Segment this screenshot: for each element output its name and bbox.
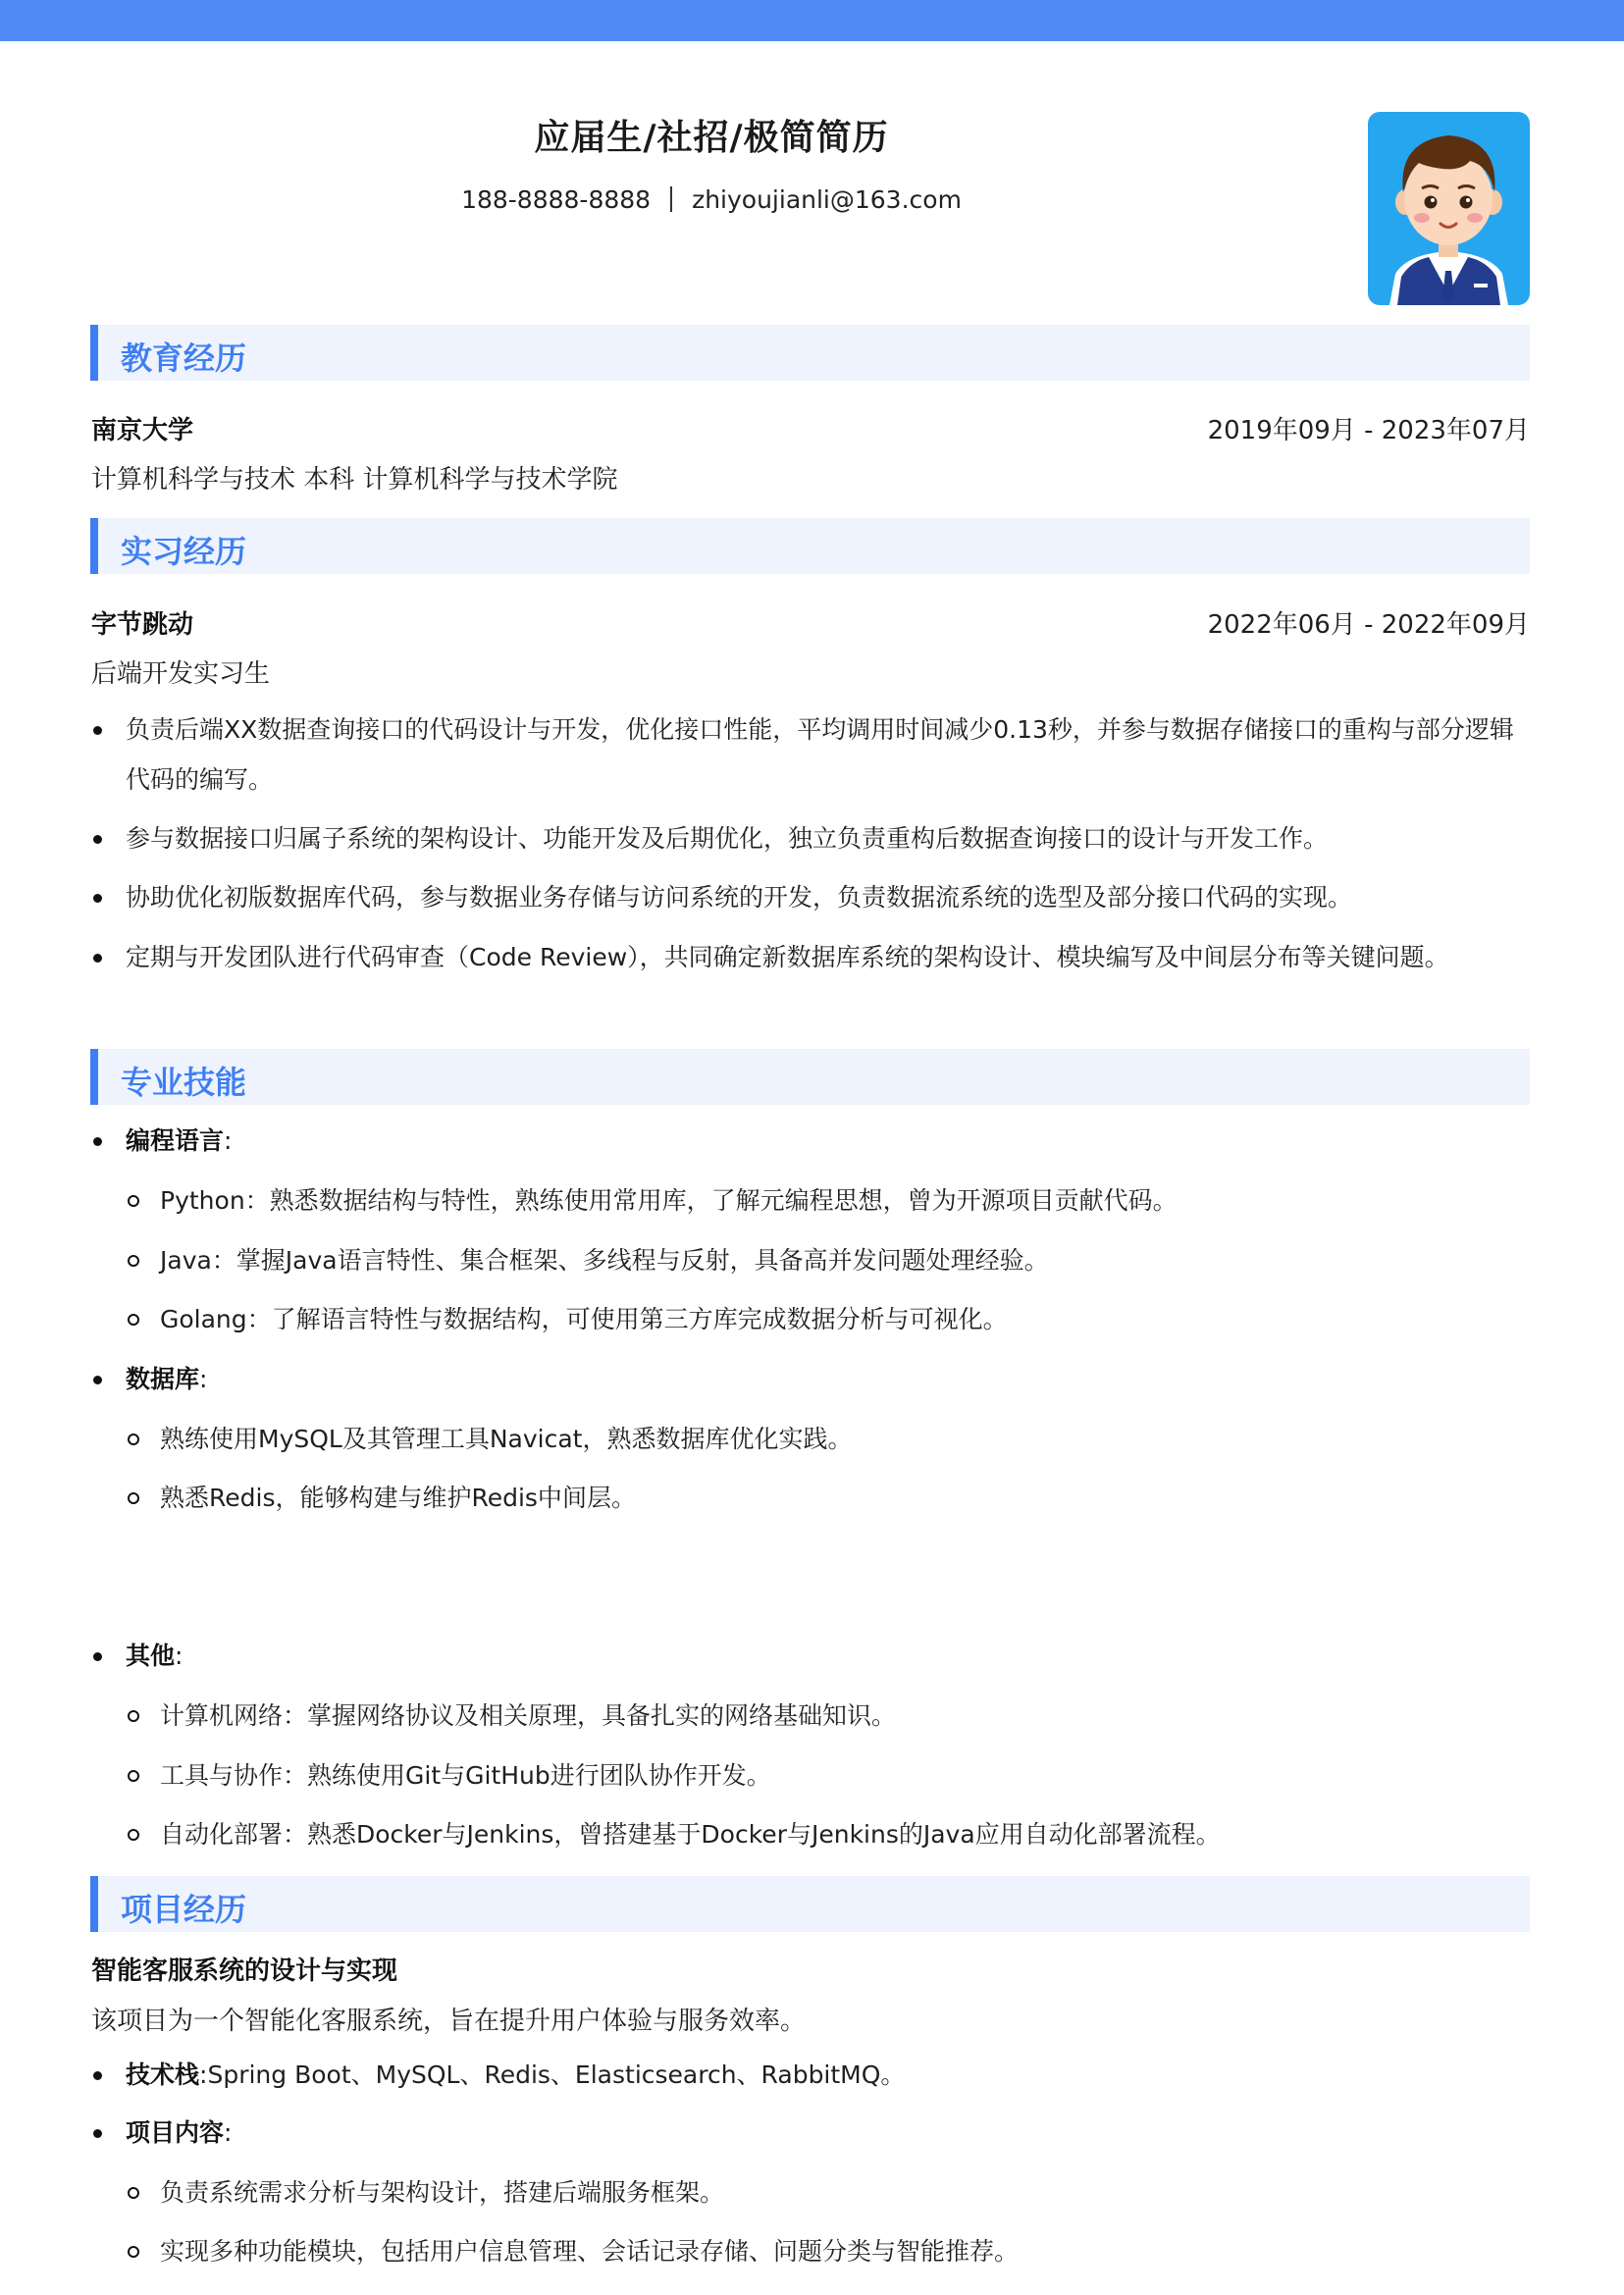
skill-group: 其他: xyxy=(91,1631,1524,1681)
avatar-illustration xyxy=(1368,112,1530,305)
section-accent xyxy=(90,1876,98,1932)
email-address: zhiyoujianli@163.com xyxy=(692,185,962,214)
top-accent-bar xyxy=(0,0,1624,41)
list-item: 自动化部署：熟悉Docker与Jenkins，曾搭建基于Docker与Jenkins的Java应用自动化部署流程。 xyxy=(126,1809,1519,1859)
list-item: 实现多种功能模块，包括用户信息管理、会话记录存储、问题分类与智能推荐。 xyxy=(126,2226,1519,2276)
list-item: 计算机网络：掌握网络协议及相关原理，具备扎实的网络基础知识。 xyxy=(126,1691,1519,1741)
company-name: 字节跳动 xyxy=(91,610,194,640)
list-item: 负责系统需求分析与架构设计，搭建后端服务框架。 xyxy=(126,2167,1519,2217)
section-title: 教育经历 xyxy=(121,339,247,377)
section-education xyxy=(90,325,1530,381)
phone-number: 188-8888-8888 xyxy=(461,185,652,214)
list-item: 负责后端XX数据查询接口的代码设计与开发，优化接口性能，平均调用时间减少0.13秒，并参与数据存储接口的重构与部分逻辑代码的编写。 xyxy=(91,704,1524,805)
education-date: 2019年09月 - 2023年07月 xyxy=(1207,416,1530,445)
list-item: Golang：了解语言特性与数据结构，可使用第三方库完成数据分析与可视化。 xyxy=(126,1294,1519,1344)
skill-group: 数据库: xyxy=(91,1354,1524,1404)
internship-date: 2022年06月 - 2022年09月 xyxy=(1207,610,1530,640)
section-title: 专业技能 xyxy=(121,1064,247,1101)
project-content: 项目内容: xyxy=(91,2108,1524,2158)
contact-line xyxy=(0,185,1423,214)
project-name: 智能客服系统的设计与实现 xyxy=(91,1956,398,1986)
resume-header xyxy=(0,110,1423,214)
project-description: 该项目为一个智能化客服系统，旨在提升用户体验与服务效率。 xyxy=(91,2007,807,2036)
skill-group-label: 编程语言 xyxy=(126,1126,225,1155)
section-title: 实习经历 xyxy=(121,533,247,570)
section-projects xyxy=(90,1876,1530,1932)
stack-value: Spring Boot、MySQL、Redis、Elasticsearch、RabbitMQ。 xyxy=(207,2060,906,2089)
section-accent xyxy=(90,1049,98,1105)
resume-title: 应届生/社招/极简简历 xyxy=(534,118,889,158)
list-item: 定期与开发团队进行代码审查（Code Review），共同确定新数据库系统的架构设计、模块编写及中间层分布等关键问题。 xyxy=(91,932,1524,982)
skill-group-label: 其他 xyxy=(126,1642,176,1670)
section-accent xyxy=(90,325,98,381)
section-skills xyxy=(90,1049,1530,1105)
skill-group: 编程语言: xyxy=(91,1116,1524,1166)
section-accent xyxy=(90,518,98,574)
content-label: 项目内容 xyxy=(126,2118,225,2147)
list-item: 工具与协作：熟练使用Git与GitHub进行团队协作开发。 xyxy=(126,1750,1519,1800)
education-detail: 计算机科学与技术 本科 计算机科学与技术学院 xyxy=(91,465,618,495)
internship-header-row xyxy=(91,604,1530,641)
section-title: 项目经历 xyxy=(121,1891,247,1928)
list-item: 熟悉Redis，能够构建与维护Redis中间层。 xyxy=(126,1473,1519,1523)
education-header-row xyxy=(91,410,1530,446)
project-stack: 技术栈:Spring Boot、MySQL、Redis、Elasticsearch、RabbitMQ。 xyxy=(91,2050,1524,2100)
list-item: Java：掌握Java语言特性、集合框架、多线程与反射，具备高并发问题处理经验。 xyxy=(126,1235,1519,1285)
avatar xyxy=(1368,112,1530,305)
list-item: 熟练使用MySQL及其管理工具Navicat，熟悉数据库优化实践。 xyxy=(126,1414,1519,1464)
school-name: 南京大学 xyxy=(91,416,194,445)
list-item: 参与数据接口归属子系统的架构设计、功能开发及后期优化，独立负责重构后数据查询接口的设计与开发工作。 xyxy=(91,813,1524,863)
list-item: 协助优化初版数据库代码，参与数据业务存储与访问系统的开发，负责数据流系统的选型及部分接口代码的实现。 xyxy=(91,872,1524,922)
stack-label: 技术栈 xyxy=(126,2060,200,2089)
list-item: Python：熟悉数据结构与特性，熟练使用常用库，了解元编程思想，曾为开源项目贡献代码。 xyxy=(126,1175,1519,1226)
section-internship xyxy=(90,518,1530,574)
skill-group-label: 数据库 xyxy=(126,1365,200,1393)
internship-role: 后端开发实习生 xyxy=(91,659,271,689)
contact-separator xyxy=(670,186,672,212)
